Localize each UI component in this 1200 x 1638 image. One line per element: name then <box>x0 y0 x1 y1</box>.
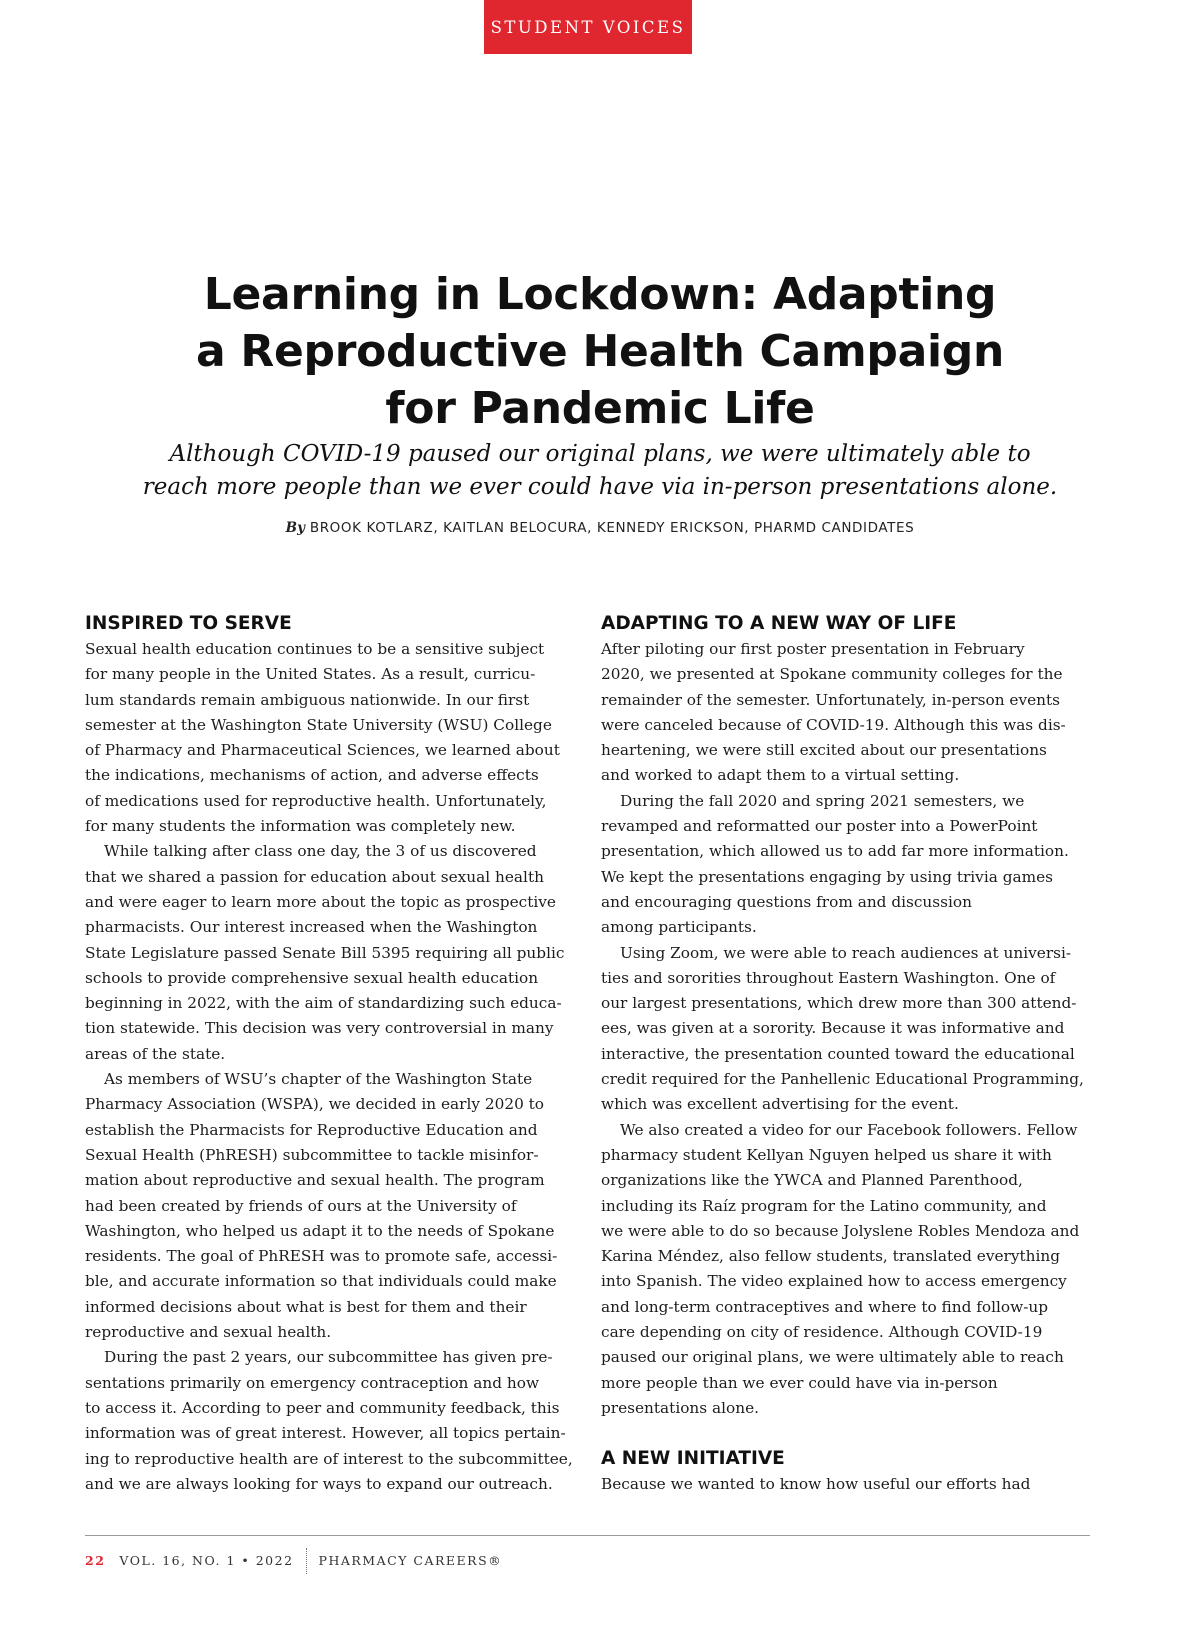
right-column-body <box>601 637 1099 1421</box>
text-line: and encouraging questions from and discussion <box>601 892 972 911</box>
text-line: we were able to do so because Jolyslene Robles Mendoza and <box>601 1221 1080 1240</box>
left-column-body <box>85 637 583 1497</box>
deck-line: Although COVID-19 paused our original plans, we were ultimately able to <box>169 441 1031 467</box>
text-line: Sexual Health (PhRESH) subcommittee to tackle misinfor- <box>85 1145 539 1164</box>
footer-rule <box>85 1535 1090 1536</box>
text-line: into Spanish. The video explained how to access emergency <box>601 1272 1067 1291</box>
text-line: ble, and accurate information so that individuals could make <box>85 1272 557 1291</box>
text-line: pharmacists. Our interest increased when the Washington <box>85 918 538 937</box>
text-line: of Pharmacy and Pharmaceutical Sciences, we learned about <box>85 741 560 760</box>
text-line: establish the Pharmacists for Reproductive Education and <box>85 1120 538 1139</box>
byline <box>100 520 1100 536</box>
text-line: credit required for the Panhellenic Educational Programming, <box>601 1070 1084 1089</box>
text-line: lum standards remain ambiguous nationwide. In our first <box>85 690 530 709</box>
section-tag: STUDENT VOICES <box>484 0 692 54</box>
text-line: the indications, mechanisms of action, and adverse effects <box>85 766 539 785</box>
deck-line: reach more people than we ever could have via in-person presentations alone. <box>142 474 1058 500</box>
text-line: and worked to adapt them to a virtual setting. <box>601 766 960 785</box>
text-line: After piloting our first poster presentation in February <box>601 640 1025 658</box>
footer-divider <box>306 1548 307 1574</box>
text-line: including its Raíz program for the Latino community, and <box>601 1196 1047 1215</box>
right-column <box>601 610 1099 1498</box>
text-line: sentations primarily on emergency contraception and how <box>85 1373 540 1392</box>
text-line: heartening, we were still excited about our presentations <box>601 741 1047 760</box>
text-line: State Legislature passed Senate Bill 5395 requiring all public <box>85 943 565 962</box>
text-line: organizations like the YWCA and Planned Parenthood, <box>601 1171 1023 1190</box>
text-line: informed decisions about what is best for them and their <box>85 1297 527 1316</box>
text-line: While talking after class one day, the 3 of us discovered <box>104 842 537 861</box>
text-line: mation about reproductive and sexual health. The program <box>85 1171 545 1190</box>
section-gap <box>601 1421 1099 1445</box>
text-line: tion statewide. This decision was very controversial in many <box>85 1019 554 1038</box>
text-line: residents. The goal of PhRESH was to promote safe, accessi- <box>85 1247 558 1266</box>
text-line: ing to reproductive health are of interest to the subcommittee, <box>85 1449 573 1468</box>
text-line: schools to provide comprehensive sexual health education <box>85 968 539 987</box>
text-line: were canceled because of COVID-19. Although this was dis- <box>601 715 1066 734</box>
text-line: more people than we ever could have via in-person <box>601 1373 998 1392</box>
text-line: our largest presentations, which drew more than 300 attend- <box>601 994 1077 1013</box>
text-line: for many people in the United States. As a result, curricu- <box>85 665 536 684</box>
text-line: Because we wanted to know how useful our efforts had <box>601 1475 1031 1494</box>
page-footer <box>85 1548 502 1574</box>
text-line: ees, was given at a sorority. Because it was informative and <box>601 1019 1065 1038</box>
issue-info: VOL. 16, NO. 1 • 2022 <box>119 1553 294 1568</box>
headline-line: for Pandemic Life <box>385 383 815 434</box>
section-heading: A NEW INITIATIVE <box>601 1448 785 1470</box>
byline-authors: BROOK KOTLARZ, KAITLAN BELOCURA, KENNEDY ERICKSON, PHARMD CANDIDATES <box>309 520 915 536</box>
headline-line: Learning in Lockdown: Adapting <box>203 269 997 320</box>
text-line: We kept the presentations engaging by using trivia games <box>601 867 1054 886</box>
text-line: of medications used for reproductive health. Unfortunately, <box>85 791 547 810</box>
text-line: and we are always looking for ways to expand our outreach. <box>85 1474 553 1493</box>
text-line: Using Zoom, we were able to reach audiences at universi- <box>620 943 1072 962</box>
section-heading: INSPIRED TO SERVE <box>85 613 292 634</box>
text-line: Pharmacy Association (WSPA), we decided in early 2020 to <box>85 1095 545 1114</box>
text-line: to access it. According to peer and community feedback, this <box>85 1398 560 1417</box>
headline-line: a Reproductive Health Campaign <box>195 326 1005 377</box>
text-line: semester at the Washington State University (WSU) College <box>85 715 552 734</box>
text-line: and long-term contraceptives and where to find follow-up <box>601 1297 1049 1316</box>
text-line: As members of WSU’s chapter of the Washington State <box>104 1070 533 1089</box>
text-line: which was excellent advertising for the event. <box>601 1095 959 1114</box>
text-line: had been created by friends of ours at the University of <box>85 1196 517 1215</box>
text-line: remainder of the semester. Unfortunately, in-person events <box>601 690 1061 709</box>
text-line: areas of the state. <box>85 1044 226 1063</box>
text-line: During the past 2 years, our subcommittee has given pre- <box>104 1348 553 1367</box>
text-line: pharmacy student Kellyan Nguyen helped us share it with <box>601 1145 1052 1164</box>
text-line: Sexual health education continues to be a sensitive subject <box>85 640 545 658</box>
text-line: paused our original plans, we were ultimately able to reach <box>601 1348 1064 1367</box>
text-line: interactive, the presentation counted toward the educational <box>601 1044 1075 1063</box>
publication-name: PHARMACY CAREERS® <box>318 1553 503 1568</box>
text-line: During the fall 2020 and spring 2021 semesters, we <box>620 791 1025 810</box>
text-line: beginning in 2022, with the aim of standardizing such educa- <box>85 994 562 1013</box>
text-line: presentations alone. <box>601 1398 759 1417</box>
article-headline <box>100 266 1100 437</box>
text-line: ties and sororities throughout Eastern Washington. One of <box>601 968 1056 987</box>
text-line: among participants. <box>601 918 757 937</box>
text-line: care depending on city of residence. Although COVID-19 <box>601 1323 1043 1342</box>
text-line: revamped and reformatted our poster into a PowerPoint <box>601 817 1038 836</box>
text-line: 2020, we presented at Spokane community colleges for the <box>601 665 1063 684</box>
right-column-body-2 <box>601 1472 1099 1497</box>
text-line: and were eager to learn more about the topic as prospective <box>85 892 556 911</box>
text-line: that we shared a passion for education about sexual health <box>85 867 544 886</box>
page-number: 22 <box>85 1553 106 1568</box>
text-line: We also created a video for our Facebook followers. Fellow <box>620 1120 1078 1139</box>
text-line: Karina Méndez, also fellow students, translated everything <box>601 1247 1061 1266</box>
text-line: reproductive and sexual health. <box>85 1323 332 1342</box>
text-line: for many students the information was completely new. <box>85 817 516 836</box>
left-column <box>85 610 583 1497</box>
article-deck <box>60 438 1140 504</box>
section-heading: ADAPTING TO A NEW WAY OF LIFE <box>601 613 957 634</box>
text-line: presentation, which allowed us to add far more information. <box>601 842 1069 861</box>
title-block <box>100 266 1100 437</box>
text-line: information was of great interest. However, all topics pertain- <box>85 1424 566 1443</box>
byline-prefix: By <box>285 520 305 536</box>
text-line: Washington, who helped us adapt it to the needs of Spokane <box>85 1221 555 1240</box>
